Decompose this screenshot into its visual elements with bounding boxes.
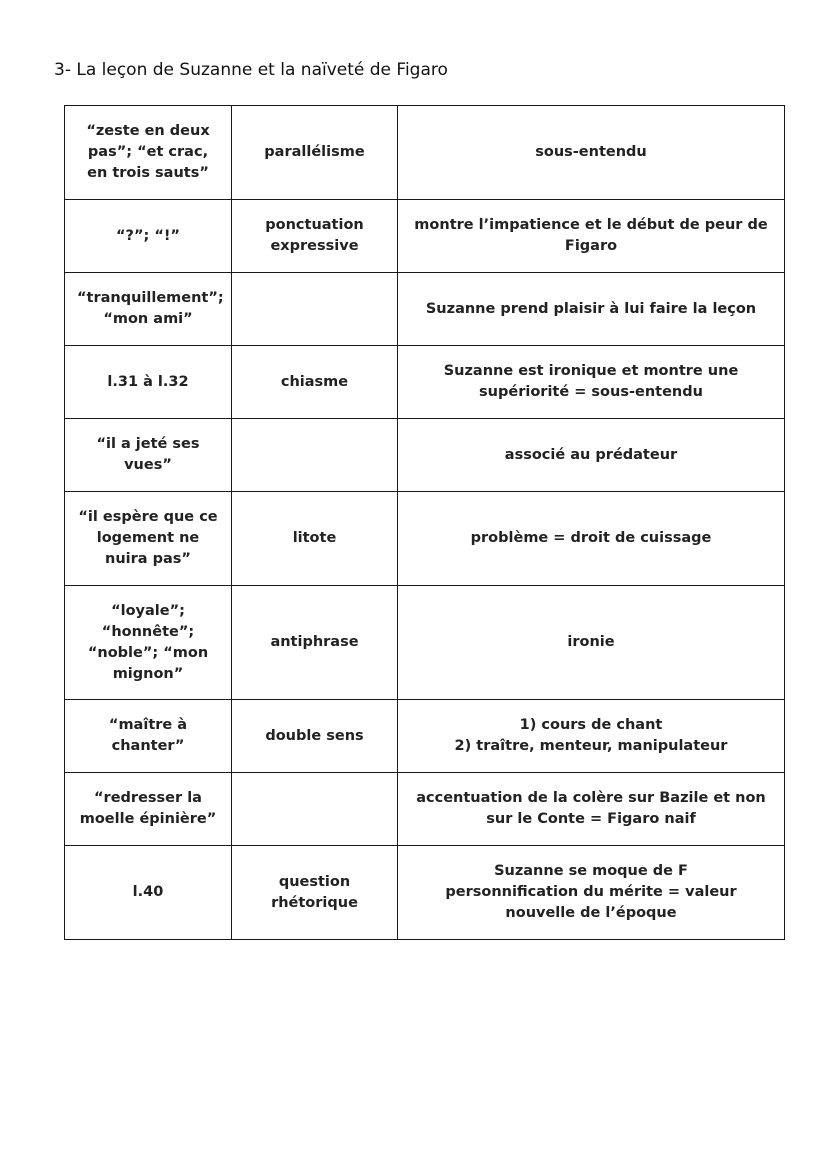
table-row — [65, 419, 785, 492]
effect-cell: Suzanne se moque de F personnification du mérite = valeur nouvelle de l’époque — [398, 846, 785, 940]
effect-cell: sous-entendu — [398, 106, 785, 200]
effect-cell: ironie — [398, 586, 785, 700]
table-row — [65, 846, 785, 940]
table-row — [65, 586, 785, 700]
device-cell: chiasme — [232, 346, 398, 419]
effect-cell: Suzanne prend plaisir à lui faire la leçon — [398, 273, 785, 346]
quote-cell: “maître à chanter” — [65, 700, 232, 773]
quote-cell: “loyale”; “honnête”; “noble”; “mon mignon” — [65, 586, 232, 700]
device-cell: question rhétorique — [232, 846, 398, 940]
device-cell: ponctuation expressive — [232, 200, 398, 273]
quote-cell: l.40 — [65, 846, 232, 940]
table-row — [65, 492, 785, 586]
quote-cell: “zeste en deux pas”; “et crac, en trois sauts” — [65, 106, 232, 200]
table-row — [65, 106, 785, 200]
effect-cell: Suzanne est ironique et montre une supériorité = sous-entendu — [398, 346, 785, 419]
table-row — [65, 200, 785, 273]
table-row — [65, 773, 785, 846]
device-cell — [232, 419, 398, 492]
quote-cell: “?”; “!” — [65, 200, 232, 273]
quote-cell: “tranquillement”; “mon ami” — [65, 273, 232, 346]
effect-cell: montre l’impatience et le début de peur de Figaro — [398, 200, 785, 273]
device-cell — [232, 773, 398, 846]
table-row — [65, 346, 785, 419]
effect-cell: associé au prédateur — [398, 419, 785, 492]
effect-cell: problème = droit de cuissage — [398, 492, 785, 586]
device-cell: litote — [232, 492, 398, 586]
section-heading: 3- La leçon de Suzanne et la naïveté de Figaro — [54, 60, 448, 80]
quote-cell: “redresser la moelle épinière” — [65, 773, 232, 846]
device-cell — [232, 273, 398, 346]
quote-cell: “il a jeté ses vues” — [65, 419, 232, 492]
quote-cell: l.31 à l.32 — [65, 346, 232, 419]
device-cell: parallélisme — [232, 106, 398, 200]
quote-cell: “il espère que ce logement ne nuira pas” — [65, 492, 232, 586]
device-cell: double sens — [232, 700, 398, 773]
analysis-table — [64, 105, 785, 940]
table-row — [65, 700, 785, 773]
table-row — [65, 273, 785, 346]
effect-cell: accentuation de la colère sur Bazile et non sur le Conte = Figaro naif — [398, 773, 785, 846]
effect-cell: 1) cours de chant 2) traître, menteur, manipulateur — [398, 700, 785, 773]
device-cell: antiphrase — [232, 586, 398, 700]
